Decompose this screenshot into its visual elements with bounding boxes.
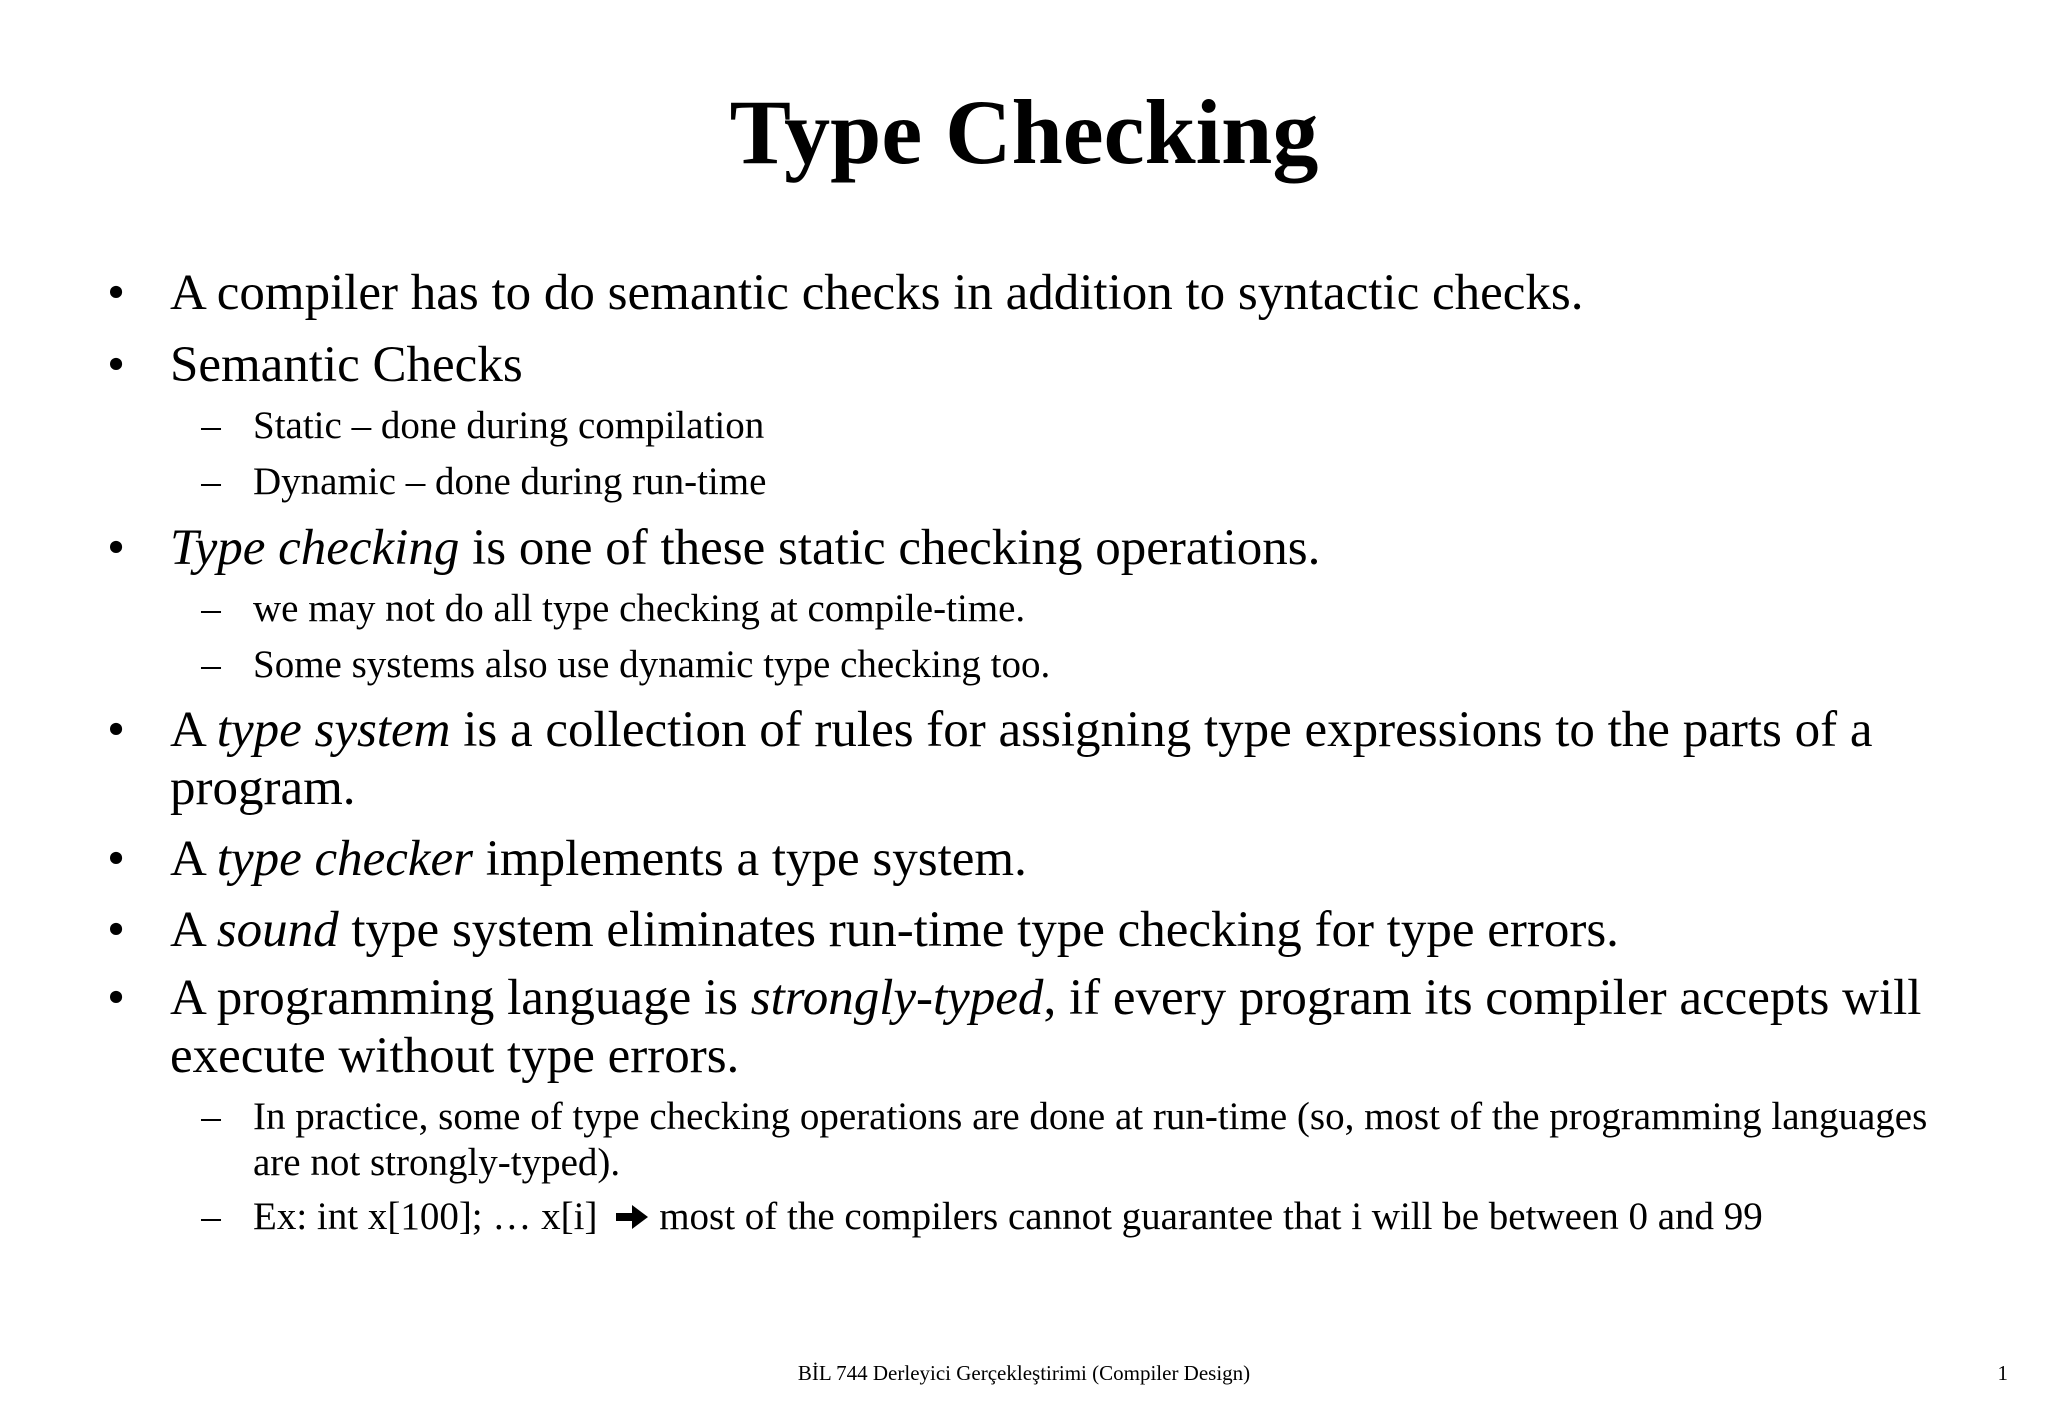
sub-bullet-text <box>253 1095 1927 1184</box>
italic-term: type checker <box>216 831 474 887</box>
text-segment: A programming language is <box>170 970 751 1026</box>
bullet-marker: • <box>107 970 125 1026</box>
bullet-text <box>170 265 1583 321</box>
bullet-text <box>170 970 1921 1084</box>
bullet-text <box>170 520 1320 576</box>
text-segment: Some systems also use dynamic type checking too. <box>253 643 1051 686</box>
footer-course-title: BİL 744 Derleyici Gerçekleştirimi (Compiler Design) <box>797 1361 1251 1385</box>
bullet-marker: • <box>107 902 125 958</box>
bullet-text <box>170 831 1027 887</box>
slide-title: Type Checking <box>729 81 1319 183</box>
dash-marker: – <box>201 404 221 447</box>
text-segment: is a collection of rules for assigning type expressions to the parts of a program. <box>170 702 1873 816</box>
bullet-item <box>107 336 2030 394</box>
sub-bullet-item <box>201 1194 1953 1240</box>
text-segment: A <box>170 702 217 758</box>
bullet-item <box>107 969 2030 1085</box>
sub-bullet-text <box>253 404 764 447</box>
dash-marker: – <box>201 587 221 630</box>
sub-bullet-text <box>253 1195 1763 1238</box>
text-segment: implements a type system. <box>473 831 1027 887</box>
dash-marker: – <box>201 643 221 686</box>
text-segment: is one of these static checking operations. <box>459 520 1321 576</box>
text-segment: type system eliminates run-time type checking for type errors. <box>338 902 1619 958</box>
bullet-marker: • <box>107 702 125 758</box>
text-segment: Dynamic – done during run-time <box>253 460 767 503</box>
bullet-item <box>107 264 2030 322</box>
italic-term: strongly-typed <box>750 970 1044 1026</box>
italic-term: Type checking <box>170 520 460 576</box>
bullet-item <box>107 830 2030 888</box>
sub-bullet-item <box>201 403 1953 449</box>
bullet-text <box>170 902 1619 958</box>
dash-marker: – <box>201 1195 221 1238</box>
italic-term: sound <box>216 902 339 958</box>
sub-bullet-item <box>201 642 1953 688</box>
sub-bullet-item <box>201 586 1953 632</box>
text-segment: Semantic Checks <box>170 337 523 393</box>
right-arrow-icon <box>615 1203 649 1231</box>
text-segment: In practice, some of type checking operations are done at run-time (so, most of the programming languages are not strongly-typed). <box>253 1095 1928 1184</box>
text-segment: A <box>170 831 217 887</box>
text-segment: Ex: int x[100]; … x[i] <box>253 1195 608 1238</box>
sub-bullet-text <box>253 460 766 503</box>
text-segment: , if every program its compiler accepts will execute without type errors. <box>170 970 1922 1084</box>
text-segment: we may not do all type checking at compile-time. <box>253 587 1026 630</box>
bullet-marker: • <box>107 337 125 393</box>
text-segment: A compiler has to do semantic checks in addition to syntactic checks. <box>170 265 1584 321</box>
bullet-text <box>170 702 1872 816</box>
text-segment: most of the compilers cannot guarantee that i will be between 0 and 99 <box>659 1195 1763 1238</box>
bullet-text <box>170 337 523 393</box>
bullet-marker: • <box>107 265 125 321</box>
dash-marker: – <box>201 1095 221 1138</box>
sub-bullet-item <box>201 459 1953 505</box>
italic-term: type system <box>216 702 451 758</box>
sub-bullet-text <box>253 587 1025 630</box>
bullet-item <box>107 901 2030 959</box>
sub-bullet-item <box>201 1094 1953 1186</box>
dash-marker: – <box>201 460 221 503</box>
bullet-item <box>107 519 2030 577</box>
bullet-item <box>107 701 2030 817</box>
bullet-marker: • <box>107 831 125 887</box>
text-segment: A <box>170 902 217 958</box>
page-number: 1 <box>1997 1361 2008 1385</box>
sub-bullet-text <box>253 643 1050 686</box>
bullet-marker: • <box>107 520 125 576</box>
text-segment: Static – done during compilation <box>253 404 765 447</box>
